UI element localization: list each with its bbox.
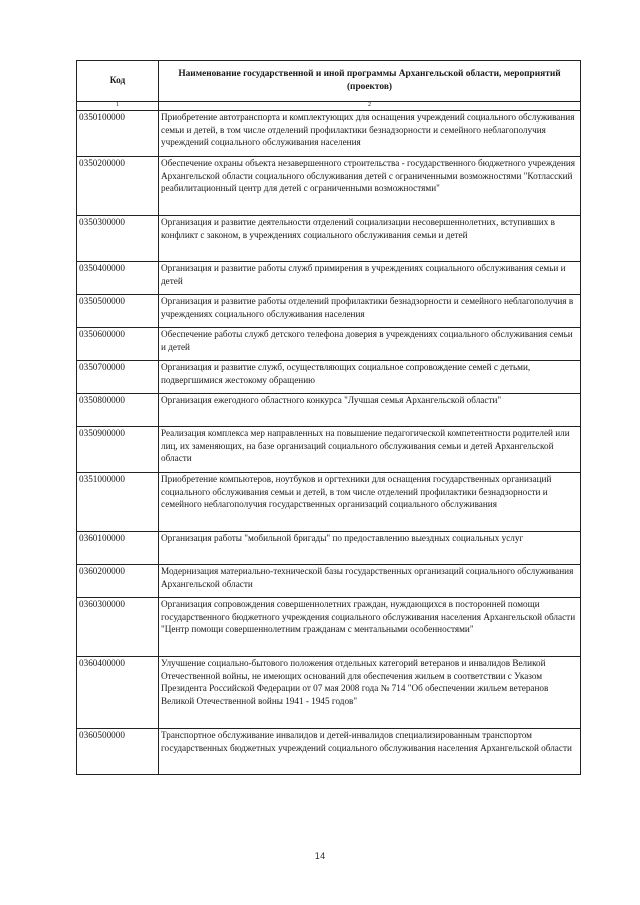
- table-row: [77, 216, 581, 262]
- row-code: 0360400000: [77, 657, 159, 729]
- row-description: Транспортное обслуживание инвалидов и детей-инвалидов специализированным транспортом государственных бюджетных учреждений социального обслуживания населения Архангельской области: [159, 729, 581, 775]
- table-row: [77, 262, 581, 295]
- row-description: Организация сопровождения совершеннолетних граждан, нуждающихся в посторонней помощи государственного бюджетного учреждения социального обслуживания населения Архангельской области "Центр помощи совершеннолетним гражданам с ментальными особенностями": [159, 598, 581, 657]
- table-row: [77, 729, 581, 775]
- row-code: 0350600000: [77, 328, 159, 361]
- table-row: [77, 427, 581, 473]
- row-description: Улучшение социально-бытового положения отдельных категорий ветеранов и инвалидов Великой Отечественной войны, не имеющих оснований для обеспечения жильем в соответствии с Указом Президента Российской Федерации от 07 мая 2008 года № 714 "Об обеспечении жильем ветеранов Великой Отечественной войны 1941 - 1945 годов": [159, 657, 581, 729]
- row-description: Организация и развитие работы служб примирения в учреждениях социального обслуживания семьи и детей: [159, 262, 581, 295]
- row-description: Обеспечение работы служб детского телефона доверия в учреждениях социального обслуживания семьи и детей: [159, 328, 581, 361]
- row-description: Обеспечение охраны объекта незавершенного строительства - государственного бюджетного учреждения Архангельской области социального обслуживания детей с ограниченными возможностями "Котласский реабилитационный центр для детей с ограниченными возможностями": [159, 157, 581, 216]
- row-code: 0350300000: [77, 216, 159, 262]
- row-code: 0360100000: [77, 532, 159, 565]
- row-description: Организация и развитие работы отделений профилактики безнадзорности и семейного неблагополучия в учреждениях социального обслуживания населения: [159, 295, 581, 328]
- column-number-1: 1: [77, 102, 159, 111]
- row-description: Организация ежегодного областного конкурса "Лучшая семья Архангельской области": [159, 394, 581, 427]
- row-code: 0350800000: [77, 394, 159, 427]
- row-code: 0360300000: [77, 598, 159, 657]
- program-table: [76, 60, 581, 775]
- row-code: 0360500000: [77, 729, 159, 775]
- column-number-2: 2: [159, 102, 581, 111]
- row-description: Приобретение компьютеров, ноутбуков и оргтехники для оснащения государственных организаций социального обслуживания семьи и детей, в том числе отделений профилактики безнадзорности и семейного неблагополучия государственных организаций социального обслуживания: [159, 473, 581, 532]
- row-description: Модернизация материально-технической базы государственных организаций социального обслуживания Архангельской области: [159, 565, 581, 598]
- table-row: [77, 295, 581, 328]
- table-row: [77, 328, 581, 361]
- row-code: 0350900000: [77, 427, 159, 473]
- row-code: 0350400000: [77, 262, 159, 295]
- table-row: [77, 532, 581, 565]
- row-code: 0350700000: [77, 361, 159, 394]
- header-code: Код: [77, 61, 159, 102]
- row-description: Организация работы "мобильной бригады" по предоставлению выездных социальных услуг: [159, 532, 581, 565]
- row-code: 0350200000: [77, 157, 159, 216]
- row-code: 0350100000: [77, 111, 159, 157]
- table-row: [77, 598, 581, 657]
- table-row: [77, 473, 581, 532]
- table-row: [77, 565, 581, 598]
- table-row: [77, 157, 581, 216]
- row-code: 0350500000: [77, 295, 159, 328]
- table-row: [77, 111, 581, 157]
- row-description: Организация и развитие служб, осуществляющих социальное сопровождение семей с детьми, подвергшимися жестокому обращению: [159, 361, 581, 394]
- row-description: Приобретение автотранспорта и комплектующих для оснащения учреждений социального обслуживания семьи и детей, в том числе отделений профилактики безнадзорности и семейного неблагополучия учреждений социального обслуживания населения: [159, 111, 581, 157]
- page-number: 14: [314, 852, 326, 862]
- table-header-row: [77, 61, 581, 102]
- row-description: Организация и развитие деятельности отделений социализации несовершеннолетних, вступивших в конфликт с законом, в учреждениях социального обслуживания семьи и детей: [159, 216, 581, 262]
- table-row: [77, 361, 581, 394]
- row-code: 0351000000: [77, 473, 159, 532]
- table-row: [77, 394, 581, 427]
- row-description: Реализация комплекса мер направленных на повышение педагогической компетентности родителей или лиц, их заменяющих, на базе организаций социального обслуживания семьи и детей Архангельской области: [159, 427, 581, 473]
- column-number-row: [77, 102, 581, 111]
- table-row: [77, 657, 581, 729]
- row-code: 0360200000: [77, 565, 159, 598]
- header-name: Наименование государственной и иной программы Архангельской области, мероприятий (проектов): [159, 61, 581, 102]
